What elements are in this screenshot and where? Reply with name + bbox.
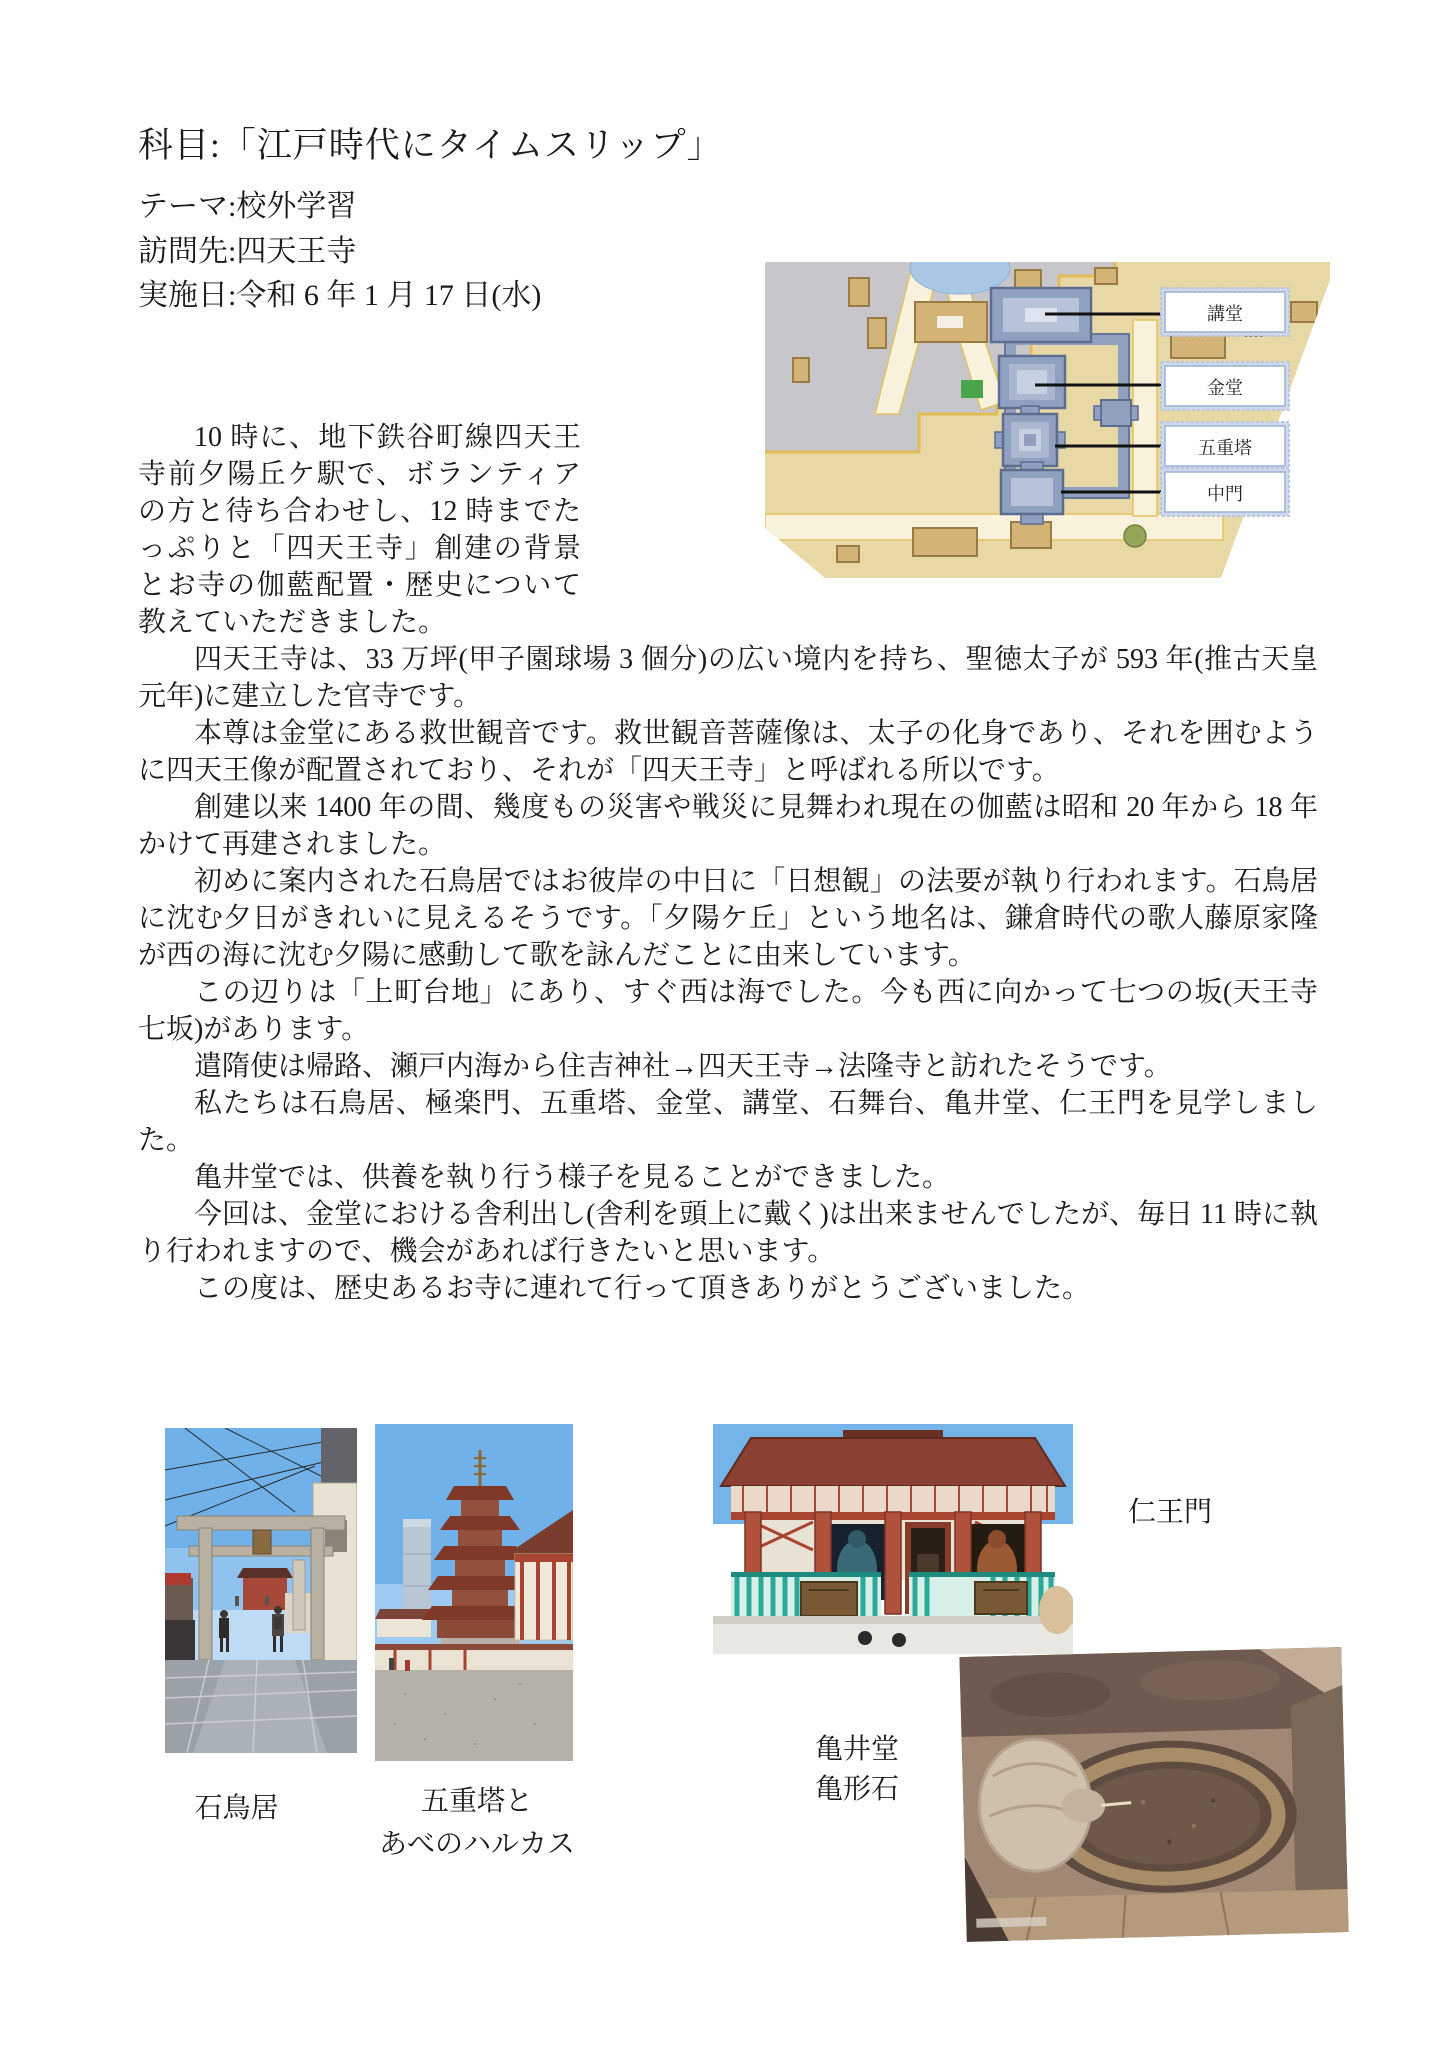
photo-nio-gate — [713, 1424, 1073, 1654]
body-paragraph: 初めに案内された石鳥居ではお彼岸の中日に「日想観」の法要が執り行われます。石鳥居に沈む夕日がきれいに見えるそうです。「夕陽ケ丘」という地名は、鎌倉時代の歌人藤原家隆が西の海に沈む夕陽に感動して歌を詠んだことに由来しています。 — [138, 866, 1318, 971]
horizon-roofs-graphic — [375, 1609, 435, 1637]
body-paragraph: 四天王寺は、33 万坪(甲子園球場 3 個分)の広い境内を持ち、聖徳太子が 593 年(推古天皇元年)に建立した官寺です。 — [138, 644, 1318, 712]
temple-wall-graphic — [375, 1644, 573, 1670]
body-paragraph: 今回は、金堂における舎利出し(舎利を頭上に戴く)は出来ませんでしたが、毎日 11 時に執り行われますので、機会があれば行きたいと思います。 — [138, 1199, 1318, 1267]
header-theme: テーマ:校外学習 — [138, 190, 357, 223]
body-paragraph: この辺りは「上町台地」にあり、すぐ西は海でした。今も西に向かって七つの坂(天王寺七坂)があります。 — [138, 977, 1318, 1045]
map-label-pagoda-text: 五重塔 — [1198, 438, 1252, 458]
header-destination: 訪問先:四天王寺 — [138, 235, 357, 268]
caption-turtle-stone — [792, 1730, 922, 1810]
page-title: 科目:「江戸時代にタイムスリップ」 — [138, 126, 723, 165]
map-label-kondo-text: 金堂 — [1207, 378, 1243, 398]
stone-pavement-graphic — [165, 1660, 357, 1753]
harukas-tower-graphic — [403, 1519, 431, 1619]
map-label-kodo-text: 講堂 — [1207, 304, 1243, 324]
caption-kameido-line1: 亀井堂 — [814, 1734, 899, 1765]
caption-pagoda-line1: 五重塔と — [420, 1786, 533, 1817]
body-paragraph: 亀井堂では、供養を執り行う様子を見ることができました。 — [194, 1162, 951, 1193]
photo-turtle-stone — [959, 1647, 1348, 1942]
photo-pagoda-harukas — [375, 1424, 573, 1761]
map-label-kondo — [1161, 362, 1289, 410]
caption-stone-torii: 石鳥居 — [194, 1793, 279, 1824]
map-kondo-building — [999, 356, 1065, 408]
caption-nio-gate: 仁王門 — [1128, 1497, 1213, 1528]
map-label-chumon-text: 中門 — [1207, 484, 1243, 504]
body-paragraph: 創建以来 1400 年の間、幾度もの災害や戦災に見舞われ現在の伽藍は昭和 20 年から 18 年かけて再建されました。 — [138, 792, 1318, 860]
caption-kameido-line2: 亀形石 — [814, 1774, 899, 1805]
body-paragraph: 10 時に、地下鉄谷町線四天王寺前夕陽丘ケ駅で、ボランティアの方と待ち合わせし、12 時までたっぷりと「四天王寺」創建の背景とお寺の伽藍配置・歴史について教えていただきました。 — [138, 422, 581, 638]
report-body — [138, 419, 1318, 1307]
gravel-ground-graphic — [375, 1670, 573, 1761]
header-date: 実施日:令和 6 年 1 月 17 日(水) — [138, 279, 542, 312]
body-paragraph: 遣隋使は帰路、瀬戸内海から住吉神社→四天王寺→法隆寺と訪れたそうです。 — [194, 1051, 1172, 1082]
gate-roof-graphic — [721, 1430, 1065, 1520]
map-label-kodo — [1161, 288, 1289, 336]
caption-pagoda-line2: あべのハルカス — [378, 1829, 575, 1860]
photo-stone-torii — [165, 1428, 357, 1753]
body-paragraph: 本尊は金堂にある救世観音です。救世観音菩薩像は、太子の化身であり、それを囲むように四天王像が配置されており、それが「四天王寺」と呼ばれる所以です。 — [138, 718, 1318, 786]
caption-pagoda-harukas — [357, 1780, 597, 1866]
body-paragraph: この度は、歴史あるお寺に連れて行って頂きありがとうございました。 — [194, 1273, 1091, 1304]
body-paragraph: 私たちは石鳥居、極楽門、五重塔、金堂、講堂、石舞台、亀井堂、仁王門を見学しました。 — [138, 1088, 1318, 1156]
